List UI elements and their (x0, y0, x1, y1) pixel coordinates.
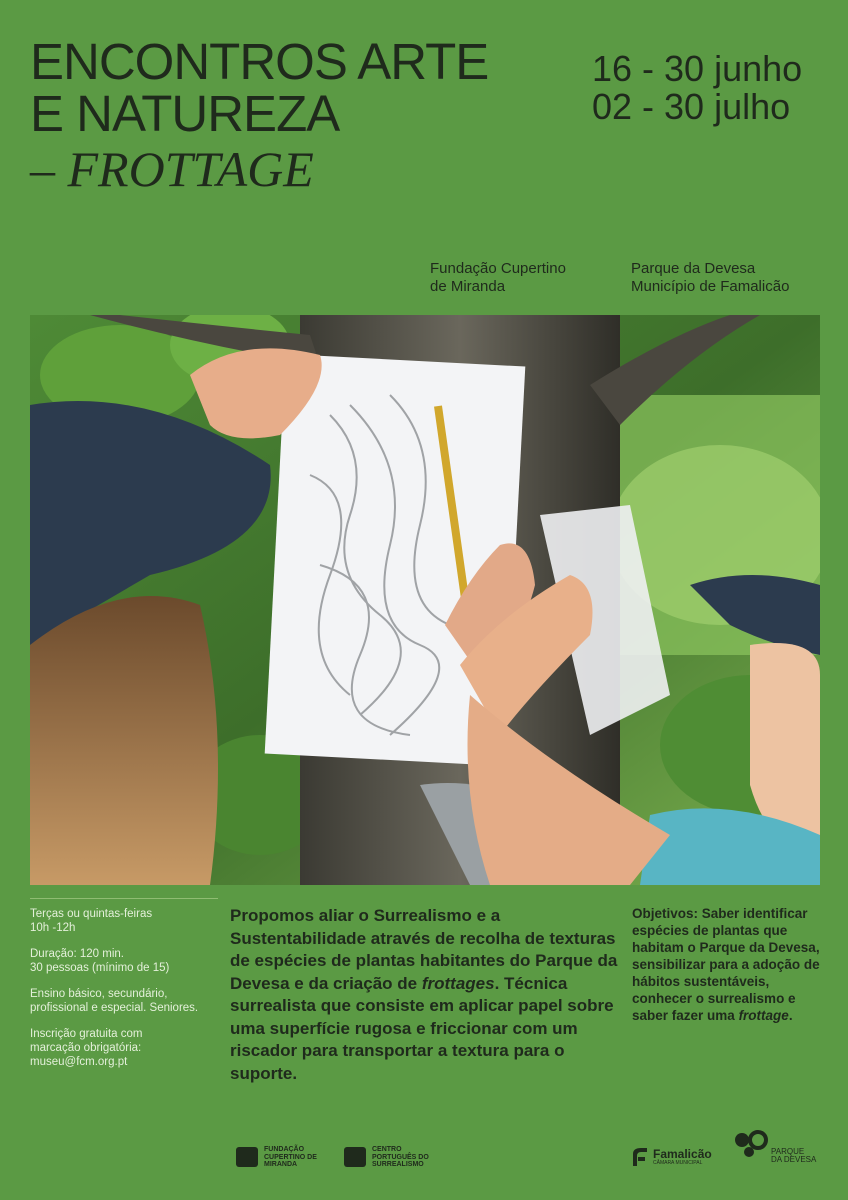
registration (30, 1027, 218, 1069)
objectives-part-2: . (788, 1008, 793, 1023)
date-range-july: 02 - 30 julho (592, 86, 791, 127)
cps-logo-text (372, 1146, 429, 1169)
description-part-1: Propomos aliar o Surrealismo e a Sustentabilidade através de recolha de texturas de espécies de plantas habitantes do Parque da Devesa e da criação de (230, 906, 618, 993)
schedule-days: Terças ou quintas-feiras (30, 908, 153, 920)
description-part-2: . Técnica surrealista que consiste em aplicar papel sobre uma superfície rugosa e friccionar com um riscador para transportar a textura para o suporte. (230, 973, 614, 1083)
partner-parque (631, 260, 789, 296)
audience (30, 987, 218, 1015)
partner-parque-line-1: Parque da Devesa (631, 260, 756, 277)
title-line-2: E NATUREZA (30, 85, 340, 142)
cps-logo-line-1: CENTRO (372, 1146, 402, 1153)
famalicao-subtitle: CÂMARA MUNICIPAL (653, 1160, 703, 1166)
duration-capacity: 30 pessoas (mínimo de 15) (30, 962, 170, 974)
parque-devesa-logo-icon (733, 1130, 769, 1162)
fcm-logo-line-3: MIRANDA (264, 1161, 298, 1168)
registration-email[interactable]: museu@fcm.org.pt (30, 1056, 128, 1068)
audience-line-1: Ensino básico, secundário, (30, 988, 168, 1000)
description (230, 905, 622, 1085)
parque-devesa-line-2: DA DEVESA (771, 1155, 817, 1164)
registration-line-1: Inscrição gratuita com (30, 1028, 143, 1040)
frottage-photo (30, 315, 820, 885)
registration-line-2: marcação obrigatória: (30, 1042, 142, 1054)
duration (30, 947, 218, 975)
partner-fundacao-line-1: Fundação Cupertino (430, 260, 566, 277)
date-range-june: 16 - 30 junho (592, 48, 803, 89)
partner-parque-line-2: Município de Famalicão (631, 278, 790, 295)
audience-line-2: profissional e especial. Seniores. (30, 1002, 199, 1014)
title-line-3: – FROTTAGE (30, 141, 314, 197)
parque-devesa-logo (733, 1128, 816, 1164)
objectives (632, 905, 822, 1024)
schedule-hours: 10h -12h (30, 922, 76, 934)
famalicao-logo-icon (631, 1146, 649, 1168)
fcm-logo (236, 1146, 317, 1169)
event-details (30, 898, 218, 1081)
poster-title (30, 33, 489, 198)
famalicao-logo-text (653, 1148, 712, 1166)
cps-logo (344, 1146, 429, 1169)
famalicao-logo (631, 1146, 712, 1168)
fcm-logo-text (264, 1146, 317, 1169)
famalicao-name: Famalicão (653, 1147, 712, 1161)
fcm-logo-icon (236, 1147, 258, 1167)
partner-fundacao-line-2: de Miranda (430, 278, 506, 295)
photo-illustration (30, 315, 820, 885)
schedule (30, 907, 218, 935)
fcm-logo-line-2: CUPERTINO DE (264, 1153, 317, 1161)
parque-devesa-line-1: PARQUE (771, 1147, 805, 1156)
cps-logo-line-3: SURREALISMO (372, 1161, 424, 1168)
cps-logo-icon (344, 1147, 366, 1167)
description-emphasis: frottages (421, 973, 495, 993)
event-dates (592, 50, 802, 126)
title-line-1: ENCONTROS ARTE (30, 33, 489, 90)
objectives-part-1: Objetivos: Saber identificar espécies de plantas que habitam o Parque da Devesa, sensibilizar para a adoção de hábitos sustentáveis, conhecer o surrealismo e saber fazer uma (632, 906, 820, 1023)
fcm-logo-line-1: FUNDAÇÃO (264, 1146, 305, 1153)
objectives-emphasis: frottage (738, 1008, 789, 1023)
partner-fundacao (430, 260, 566, 296)
cps-logo-line-2: PORTUGUÊS DO (372, 1153, 429, 1161)
parque-devesa-logo-text (771, 1148, 816, 1164)
duration-time: Duração: 120 min. (30, 948, 124, 960)
